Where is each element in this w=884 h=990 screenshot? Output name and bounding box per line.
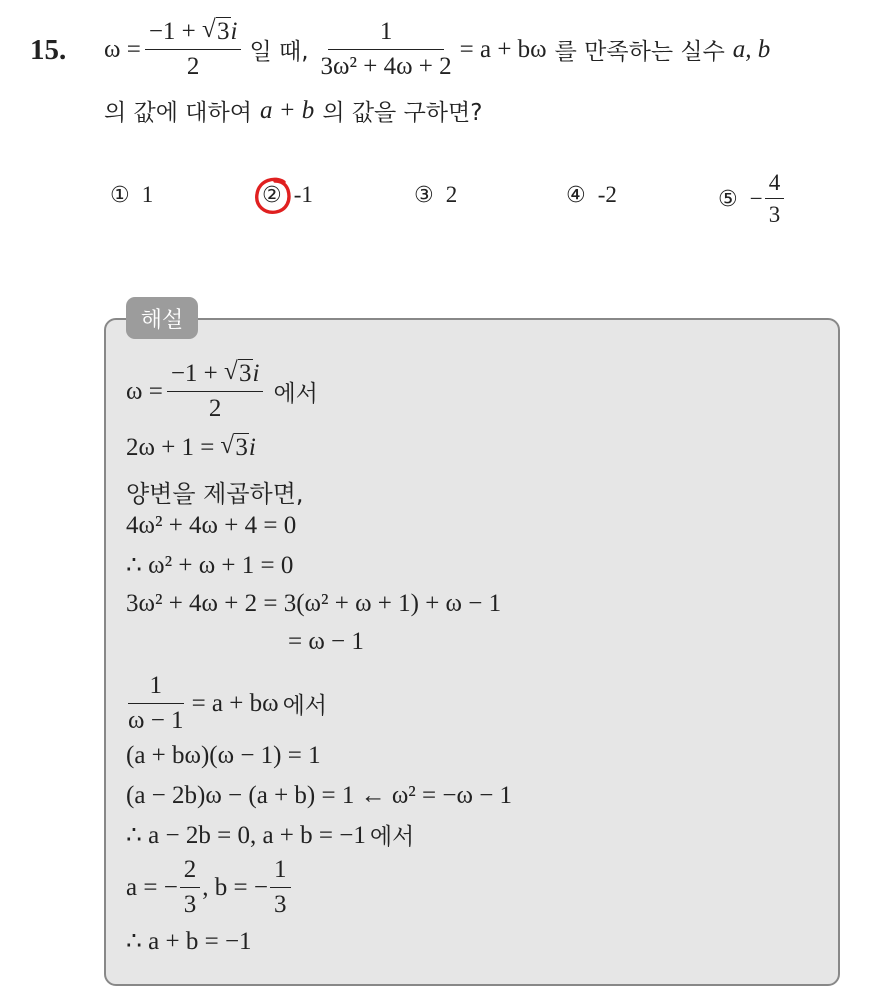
question-line2-prefix: 의 값에 대하여: [104, 100, 252, 126]
solution-line-3: 양변을 제곱하면,: [126, 480, 304, 508]
choice-marker: ①: [110, 182, 130, 208]
solution-line-13: ∴ a + b = −1: [126, 928, 252, 955]
choice-1[interactable]: [110, 182, 153, 208]
solution-line-1: ω = $\frac{-1 + √ 3i}{2}$ 에서: [126, 360, 318, 424]
choice-5[interactable]: [718, 170, 786, 229]
solution-line-2: 2ω + 1 = √ 3i: [126, 434, 256, 462]
selected-circle-mark: [251, 174, 295, 218]
choice-marker: ②: [262, 183, 282, 208]
solution-line-4: 4ω² + 4ω + 4 = 0: [126, 512, 297, 539]
question-line2-suffix: 의 값을 구하면?: [322, 100, 483, 126]
solution-line-12: a = − $\frac{2}{3}$ , b = − $\frac{1}{3}$: [126, 856, 293, 920]
choice-marker: ⑤: [718, 186, 738, 212]
sqrt-symbol: √ 3: [224, 360, 253, 389]
question-line-1: [104, 18, 770, 82]
choice-marker: ④: [566, 182, 586, 208]
solution-line-11: ∴ a − 2b = 0, a + b = −1 에서: [126, 821, 415, 850]
sqrt-symbol: √ 3: [202, 18, 231, 47]
question-text-when: 일 때,: [249, 39, 309, 66]
choice-3[interactable]: [414, 182, 457, 208]
solution-line-9: (a + bω)(ω − 1) = 1: [126, 742, 321, 769]
solution-line-6: 3ω² + 4ω + 2 = 3(ω² + ω + 1) + ω − 1: [126, 590, 502, 617]
choice-marker: ③: [414, 182, 434, 208]
choice-value: -2: [597, 182, 617, 207]
choice-4[interactable]: [566, 182, 617, 208]
choice-value-sign: −: [749, 186, 763, 212]
solution-tag: 해설: [126, 297, 198, 339]
question-line-2: [104, 94, 482, 127]
question-equation-rhs: = a + bω: [459, 35, 547, 63]
solution-line-10: (a − 2b)ω − (a + b) = 1 ← ω² = −ω − 1: [126, 782, 513, 809]
choice-value: 1: [141, 182, 154, 207]
choice-2-selected[interactable]: [262, 182, 313, 208]
choice-value-fraction: $\frac{4}{3}$: [765, 170, 785, 229]
solution-line-8: $\frac{1}{\omega - 1}$ = a + bω 에서: [124, 672, 327, 736]
choice-value: -1: [293, 182, 313, 207]
question-text-satisfy: 를 만족하는 실수: [554, 39, 725, 66]
question-number: 15.: [30, 34, 67, 66]
question-expression: a + b: [259, 96, 315, 124]
sqrt-symbol: √ 3: [220, 434, 249, 462]
choice-value: 2: [445, 182, 458, 207]
question-variables: a, b: [732, 35, 771, 63]
question-fraction: $\frac{1}{\text{3ω² + 4ω + 2}}$: [320, 18, 452, 80]
omega-label: ω =: [104, 35, 141, 63]
solution-fraction: $\frac{1}{\omega - 1}$: [128, 672, 184, 734]
solution-line-5: ∴ ω² + ω + 1 = 0: [126, 552, 294, 579]
omega-fraction: $\frac{-1 + √ 3i}{2}$: [145, 18, 242, 82]
solution-line-7: = ω − 1: [288, 628, 364, 655]
solution-omega-fraction: $\frac{-1 + √ 3i}{2}$: [167, 360, 264, 424]
